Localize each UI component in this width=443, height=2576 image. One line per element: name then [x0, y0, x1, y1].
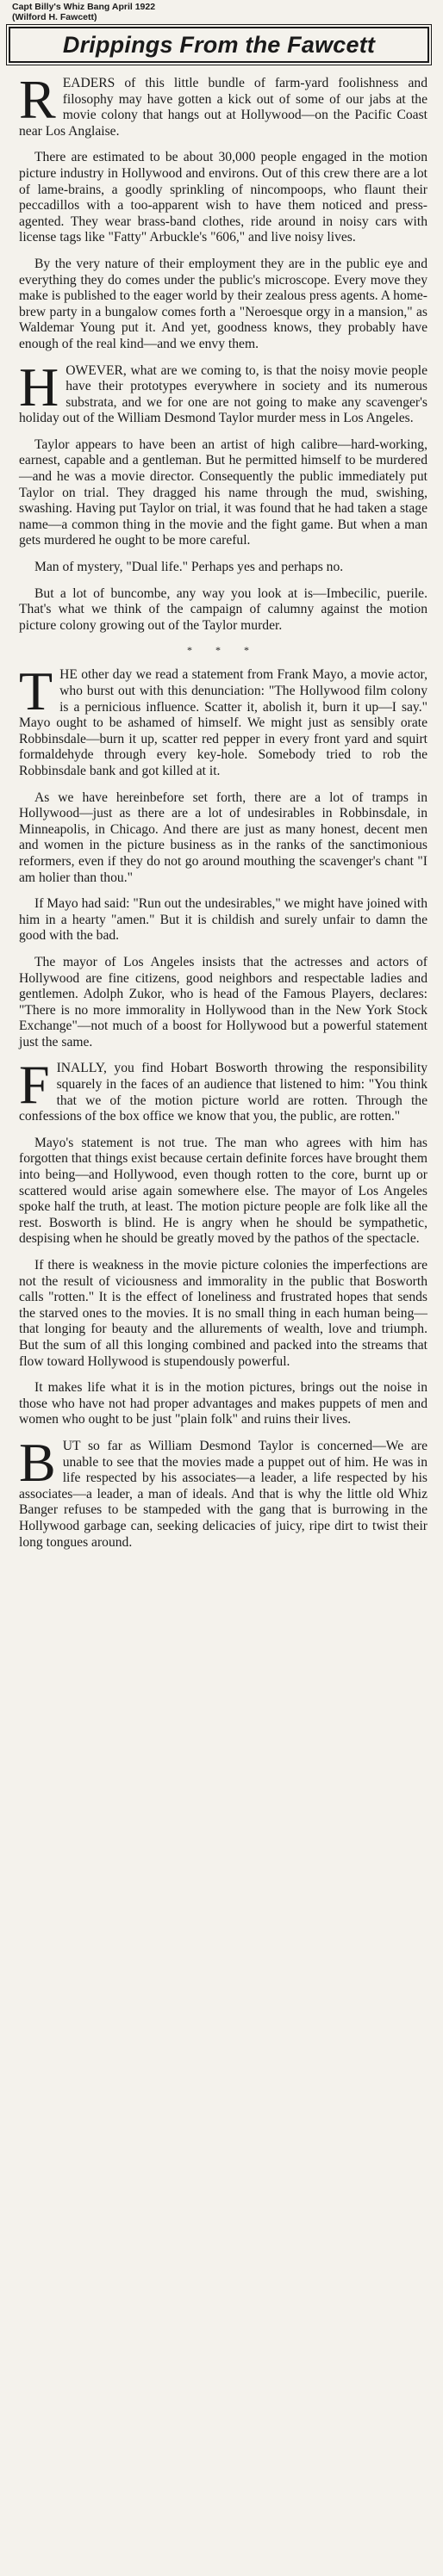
- article-body: [19, 69, 427, 1561]
- source-citation: [12, 2, 271, 22]
- section-divider: * * *: [187, 644, 259, 657]
- page-title: Drippings From the Fawcett: [62, 31, 376, 58]
- paragraph-14: If there is weakness in the movie picture colonies the imperfections are not the result of viciousness and immorality in the public that Bosworth calls "rotten." It is the effect of loneliness and frustrated hopes that sends the starved ones to the movies. It is no small thing in each human being—that longing for beauty and the allurements of wealth, love and triumph. But the sum of all this longing combined and packed into the streams that flow toward Hollywood is stupendously powerful.: [19, 1258, 427, 1369]
- dropcap-b: B: [19, 1431, 56, 1493]
- paragraph-12: [19, 1054, 427, 1124]
- paragraph-8: [19, 660, 427, 779]
- paragraph-5: Taylor appears to have been an artist of high calibre—hard-working, earnest, capable and a gentleman. But he permitted himself to be murdered—and he was a movie director. Consequently the public immediately put Taylor on trial. They dragged his name through the mud, swishing, swashing. Having put Taylor on trial, it was found that he had taken a stage name—a common thing in the movie and the fight game. But when a man gets murdered he ought to be more careful.: [19, 437, 427, 548]
- paragraph-16: [19, 1431, 427, 1551]
- paragraph-1: [19, 69, 427, 139]
- paragraph-text: UT so far as William Desmond Taylor is concerned—We are unable to see that the movies made a puppet out of him. He was in life respected by his associates—a leader, a life respected by his associates—a leader, a man of ideals. And that is why the little old Whiz Banger refuses to be stampeded with the gang that is burrowing in the Hollywood garbage can, seeking delicacies of juicy, ripe dirt to twist their long tongues around.: [19, 1438, 427, 1550]
- dropcap-f: F: [19, 1054, 50, 1116]
- title-box: [9, 27, 429, 63]
- paragraph-15: It makes life what it is in the motion pictures, brings out the noise in those who have not had proper advantages and makes puppets of men and women who ought to be just "plain folk" and ruins their lives.: [19, 1380, 427, 1427]
- paragraph-text: OWEVER, what are we coming to, is that the noisy movie people have their prototypes everywhere in society and its numerous substrata, and we for one are not going to make any scavenger's holiday out of the William Desmond Taylor murder mess in Los Angeles.: [19, 362, 427, 426]
- paragraph-4: [19, 356, 427, 427]
- dropcap-r: R: [19, 69, 56, 130]
- source-line-author: (Wilford H. Fawcett): [12, 12, 97, 22]
- paragraph-text: INALLY, you find Hobart Bosworth throwing the responsibility squarely in the faces of an audience that listened to him: "You think that we of the motion picture world are rotten. Through the confessions of the box office we know that you, the public, are rotten.": [19, 1061, 427, 1124]
- paragraph-11: The mayor of Los Angeles insists that the actresses and actors of Hollywood are fine citizens, good neighbors and respectable ladies and gentlemen. Adolph Zukor, who is head of the Famous Players, declares: "There is no more immorality in Hollywood than in the New York Stock Exchange"—not much of a boost for Hollywood but a powerful statement just the same.: [19, 954, 427, 1050]
- paragraph-7: But a lot of buncombe, any way you look at is—Imbecilic, puerile. That's what we think of the campaign of calumny against the motion picture colony growing out of the Taylor murder.: [19, 585, 427, 633]
- paragraph-text: HE other day we read a statement from Frank Mayo, a movie actor, who burst out with this denunciation: "The Hollywood film colony is a pernicious influence. Scatter it, abolish it, burn it up—I say." Mayo ought to be ashamed of himself. We might just as sensibly orate Robbinsdale—burn it up, scatter red pepper in every front yard and squirt formaldehyde through every key-hole. Somebody tried to rob the Robbinsdale bank and got killed at it.: [19, 667, 427, 778]
- paragraph-text: EADERS of this little bundle of farm-yard foolishness and filosophy may have gotten a kick out of some of our jabs at the movie colony that hangs out at Hollywood—on the Pacific Coast near Los Anglaise.: [19, 76, 427, 139]
- dropcap-h: H: [19, 356, 59, 418]
- source-line-publication: Capt Billy's Whiz Bang April 1922: [12, 2, 156, 12]
- paragraph-9: As we have hereinbefore set forth, there are a lot of tramps in Hollywood—just as there are a lot of undesirables in Robbinsdale, in Minneapolis, in Chicago. And there are just as many honest, decent men and women in the picture business as in the ranks of the sanctimonious reformers, even if they do not go around mouthing the scavenger's chant "I am holier than thou.": [19, 790, 427, 885]
- dropcap-t: T: [19, 660, 53, 722]
- paragraph-2: There are estimated to be about 30,000 people engaged in the motion picture industry in Hollywood and environs. Out of this crew there are a lot of lame-brains, a goodly sprinkling of nincompoops, who flaunt their peccadillos with a too-apparent wish to have them noticed and press-agented. They wear brass-band clothes, ride around in noisy cars with license tags like "Fatty" Arbuckle's "606," and live noisy lives.: [19, 150, 427, 245]
- paragraph-10: If Mayo had said: "Run out the undesirables," we might have joined with him in a hearty "amen." But it is childish and surely unfair to damn the good with the bad.: [19, 896, 427, 944]
- paragraph-13: Mayo's statement is not true. The man who agrees with him has forgotten that things exist because certain definite forces have brought them into being—and Hollywood, even though rotten to the core, burnt up or scattered would arise again somewhere else. The mayor of Los Angeles spoke half the truth, at least. The motion picture people are folk like all the rest. Bosworth is blind. He is angry when he should be sympathetic, despising when he should be greatly moved by the pathos of the spectacle.: [19, 1135, 427, 1247]
- paragraph-6: Man of mystery, "Dual life." Perhaps yes and perhaps no.: [34, 560, 344, 575]
- paragraph-3: By the very nature of their employment they are in the public eye and everything they do comes under the public's microscope. Every move they make is published to the eager world by their zealous press agents. A home-brew party in a bungalow comes forth a "Neroesque orgy in a mansion," as Waldemar Young put it. And yet, goodness knows, they probably have enough of the real kind—and we envy them.: [19, 256, 427, 351]
